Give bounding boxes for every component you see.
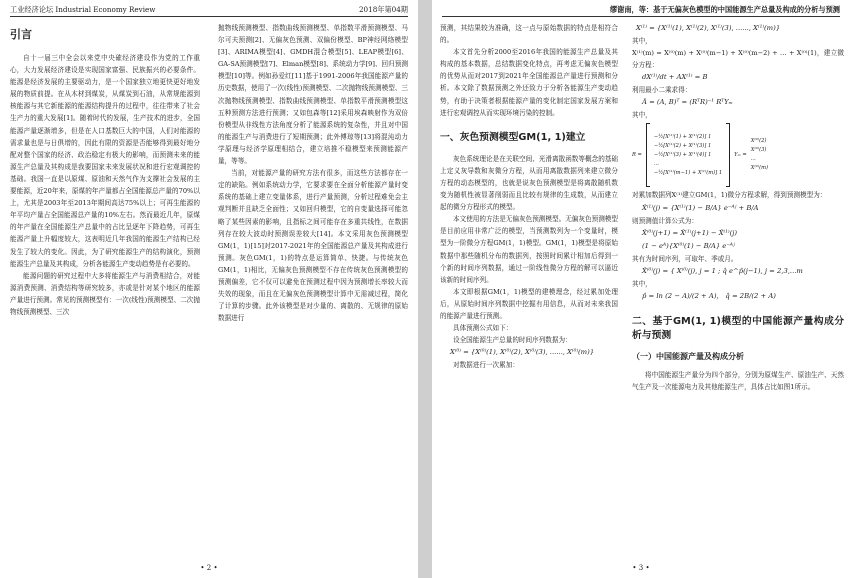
- matrix-bracket-right: [726, 123, 730, 187]
- paragraph: 则预测值计算公式为：: [632, 216, 698, 225]
- section-title-analysis: 二、基于GM(1, 1)模型的中国能源产量构成分析与预测: [632, 315, 844, 341]
- left-column-1: [10, 22, 200, 318]
- matrix-y-rows: [751, 137, 768, 173]
- paragraph: 能源问题的研究过程中大多将能源生产与消费相结合，对能源消费预测、消费结构等研究较多，亦或是针对某个地区的能源产量进行预测。常见的预测模型有：一次(线性)预测模型、二次抛物线预测模型、三次: [10, 271, 200, 316]
- equation-differential: dX⁽¹⁾/dt + AX⁽¹⁾ = B: [642, 73, 708, 82]
- paragraph: 其中，: [632, 111, 652, 120]
- paragraph: 抛物线预测模型、指数曲线预测模型、单指数平滑预测模型、马尔可夫预测[2]、无偏灰色预测、双偏份模型、BP神经网络模型[3]、ARIMA模型[4]、GMDH混合模型[5]、LEAP模型[6]、GA-SA预测模型[7]、Elman模型[8]、系统动力学[9]、回归预测模型[10]等。例如孙爱红[11]基于1991-2006年我国能源产量的历史数据，使用了一次(线性)预测模型、二次抛物线预测模型、三次抛物线预测模型、指数曲线预测模型、单指数平滑预测模型这五种预测方法进行预测；又如包森等[12]采用埃森映射作为双倍份模型从非线性方法角度分析了能源系统的复杂性，并且对中国的能源生产与消费进行了短期预测；此外傅琼等[13]将混沌动力学原理与经济学原理相结合，建立培推不稳模型来预测能源产量，等等。: [218, 24, 408, 166]
- equation-original-series: X⁽⁰⁾ = {X⁽⁰⁾(1), X⁽⁰⁾(2), X⁽⁰⁾(3), ......, X⁽⁰⁾(m)}: [450, 348, 595, 357]
- paragraph: 其中，: [632, 279, 652, 288]
- running-title: 缪谢南，等：基于无偏灰色模型的中国能源生产总量及构成的分析与预测: [609, 5, 840, 14]
- right-column-2: [632, 22, 844, 393]
- equation-restored-expansion: (1 − eᴬ){X⁽⁰⁾(1) − B/A} e⁻ᴬʲ: [642, 241, 735, 250]
- matrix-r-label: R =: [632, 151, 642, 158]
- matrix-row: X⁽⁰⁾(m): [750, 165, 769, 172]
- paragraph: 自十一届三中全会以来党中央確经济建设作为党的工作重心，大力发展经济建设是实现国家富强、民族振兴的必要条件。能源是经济发展的主要驱动力，是一个国家独立地更快更好地发展的物质前提。在从木材到煤炭，从煤炭到石油，从常规能源到核能源与其它新能源的能源结构提升的过程中，往往带来了社会生产力的重大发展[1]。随着时代的发展，生产技术的进步，全国能源产量逐渐增多，但是在人口基数巨大的中国，人们对能源的需求量也是与日俱增的，因此有限的资源是否能够得到最好地分配对整个国家的经济、政治稳定有极大的影响，而预测未来的能源生产总量及其构成是我要国家未来发展状况和进行宏观调控的基础。我国一直是以原煤、原油和天然气作为支撑社会发展的主要能源，近20年来，原煤的年产量都占全国能源总产量的70%以上，尤其是2003年至2013年期间高达75%以上；可再生能源的年平均产量占全国能源总产量的10%左右。然而最近几年，原煤的年产量在全国能源生产总量中的占比呈逐年下降趋势，可再生能源产量上升幅度较大，这表明近几年我国的能源生产结构已经发生了较大的变化。因此，为了研究能源生产的结构演化，预测能源生产总量及其构成，分析各能源生产变动趋势是有必要的。: [10, 54, 200, 268]
- paragraph: 利用最小二乘求得：: [632, 86, 692, 95]
- paragraph: X⁽¹⁾(m) = X⁽⁰⁾(m) + X⁽⁰⁾(m−1) + X⁽⁰⁾(m−2) + … + X⁽⁰⁾(1)，建立微分方程：: [632, 49, 844, 70]
- page-number: • 3 •: [632, 564, 650, 572]
- paragraph: 将中国能源生产量分为四个部分，分别为原煤生产、原油生产、天然气生产及一次能源电力及其他能源生产，具体占比如图1所示。: [632, 370, 844, 392]
- paragraph: 对数据进行一次累加：: [453, 361, 519, 370]
- section-title-introduction: 引言: [10, 28, 32, 41]
- matrix-equation: [632, 123, 844, 187]
- paragraph: 其有为时间序列，可取年、季或月。: [632, 254, 738, 263]
- equation-unbiased-model: X̂⁽⁰⁾(j) = { X⁽⁰⁾(j), j = 1 ; q̂ e^p̂(j−1), j = 2,3,...m: [642, 266, 803, 275]
- left-page: [0, 0, 418, 578]
- book-gutter: [418, 0, 432, 578]
- paragraph: 本文首先分析2000至2016年我国的能源生产总量及其构成的基本数据，总结数据变化特点，再考虑无偏灰色模型的优势从而对2017到2021年全国能源总产量进行预测和分析。本文除了数据预测之外还致力于分析各能源生产变动趋势，有助于决策者根据能源产量的变化制定国家发展方案和进行宏观调控从而实现环境污染的控制。: [440, 48, 618, 117]
- matrix-row: −½[X⁽¹⁾(3) + X⁽¹⁾(4)] 1: [653, 151, 712, 158]
- paragraph: 灰色系统理论是在关联空间、光滑离散函数等概念的基础上定义灰导数和灰微分方程，从而用离散数据列来建立微分方程的动态模型的，也就是说灰色预测模型是将离散随机数变为随机性被显著削弱而且比较有规律的生成数，从而建立起的微分方程形式的模型。: [440, 154, 618, 212]
- issue-number: 2018年第04期: [358, 5, 408, 14]
- journal-name: 工业经济论坛 Industrial Economy Review: [10, 5, 156, 14]
- paragraph: 对累加数据列X⁽¹⁾建立GM(1，1)微分方程求解，得到预测模型为：: [632, 191, 827, 200]
- right-page: [432, 0, 850, 578]
- matrix-row: −½[X⁽¹⁾(2) + X⁽¹⁾(3)] 1: [653, 142, 712, 149]
- equation-accumulated-series: X⁽¹⁾ = {X⁽¹⁾(1), X⁽¹⁾(2), X⁽¹⁾(3), ......, X⁽¹⁾(m)}: [636, 24, 781, 32]
- section-title-gm-model: 一、灰色预测模型GM(1, 1)建立: [440, 131, 586, 143]
- matrix-bracket-left: [646, 123, 650, 187]
- equation-prediction-model: X̂⁽¹⁾(j) = {X⁽¹⁾(1) − B/A} e⁻ᴬʲ + B/A: [642, 203, 759, 212]
- equation-parameters: p̂ = ln (2 − A)/(2 + A)， q̂ = 2B/(2 + A): [642, 291, 776, 300]
- paragraph: 当前，对能源产量的研究方法有很多，而这些方法都存在一定的缺陷。例如系统动力学，它要求要在全面分析能源产量时变系统的基础上建立变量体系，进行产量预测，分析过程难免会主观判断并且缺乏全面性；又如回归模型，它的自变量选择可能忽略了某些因素的影响，且指标之间可能存在多重共线性，在数据列存在较大波动时预测误差较大[14]。本文采用灰色预测模型GM(1，1)[15]对2017-2021年的全国能源总产量及其构成进行预测。灰色GM(1，1)的特点是运算简单、快捷。与传统灰色GM(1，1)相比，无偏灰色预测模型不存在传统灰色预测模型的预测偏差，它不仅可以避免在预测过程中因为预测增长率较大而失效的现象，而且在无偏灰色预测模型计算中无需减过程，简化了计算的步骤。此外该模型是对少量的、离散的、无规律的原始数据进行: [218, 169, 408, 323]
- equation-least-squares: Â = (A, B)ᵀ = (RᵀR)⁻¹ RᵀYₘ: [642, 98, 733, 107]
- subsection-title: （一）中国能源产量及构成分析: [632, 351, 744, 361]
- left-page-header: [10, 4, 408, 17]
- matrix-r-rows: [654, 133, 722, 178]
- matrix-row: −½[X⁽¹⁾(1) + X⁽¹⁾(2)] 1: [653, 133, 712, 140]
- matrix-row: −½[X⁽¹⁾(m−1) + X⁽¹⁾(m)] 1: [653, 169, 723, 176]
- left-column-2: [218, 22, 408, 324]
- equation-restored-value: X̂⁽⁰⁾(j+1) = X̂⁽¹⁾(j+1) − X̂⁽¹⁾(j): [642, 228, 738, 237]
- matrix-y-label: Yₘ =: [734, 151, 747, 158]
- paragraph: 预测，其结果较为准确，这一点与原始数据的特点是相符合的。: [440, 24, 618, 45]
- paragraph: 其中，: [632, 37, 652, 45]
- matrix-row: X⁽⁰⁾(3): [750, 147, 767, 154]
- matrix-row: ...: [750, 156, 756, 163]
- paragraph: 具体预测公式如下：: [453, 324, 513, 333]
- page-number: • 2 •: [200, 564, 218, 572]
- right-column-1: [440, 22, 618, 371]
- paragraph: 本文使用的方法是无偏灰色预测模型。无偏灰色预测模型是目前应用非常广泛的模型，当预测数列为一个变量时，模型为一阶微分方程GM(1，1)模型。GM(1，1)模型是将原始数据中那些随机分布的数据列，按照时间累计相加后得到一个新的时间序列数据，通过一阶线性微分方程的解可以逼近该新的时间序列。: [440, 215, 618, 284]
- right-page-header: [442, 4, 840, 17]
- paragraph: 本文即根据GM(1，1)模型的建模理念，经过累加处理后，从原始时间序列数据中挖掘有用信息，从而对未来我国的能源产量进行预测。: [440, 287, 618, 320]
- paragraph: 设全国能源生产总量的时间序列数据为：: [453, 336, 572, 345]
- matrix-row: ...: [653, 160, 659, 167]
- matrix-row: X⁽⁰⁾(2): [750, 138, 767, 145]
